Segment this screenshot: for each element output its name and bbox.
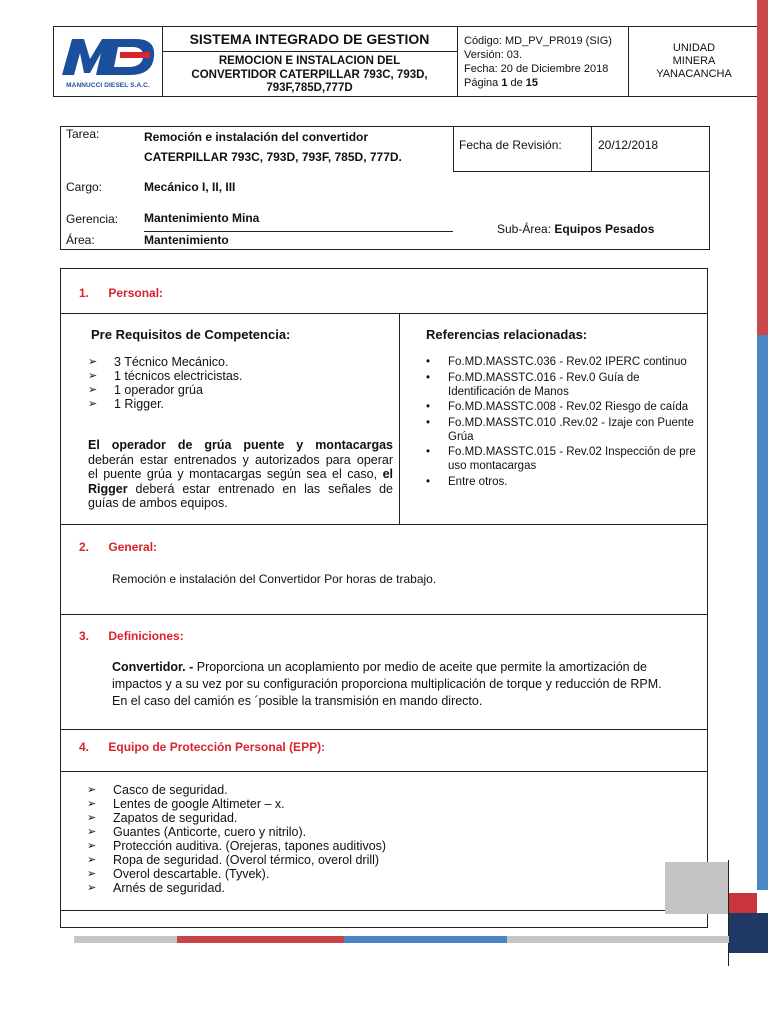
company-name: MANNUCCI DIESEL S.A.C. (66, 82, 150, 89)
decor-side-blue (757, 335, 768, 890)
general-text: Remoción e instalación del Convertidor Por horas de trabajo. (112, 572, 437, 586)
list-item: ➢ Lentes de google Altimeter – x. (87, 797, 647, 811)
paragraph-line: El operador de grúa puente y montacargas (88, 438, 393, 452)
section-number: 4. (79, 740, 90, 754)
document-date: Fecha: 20 de Diciembre 2018 (464, 63, 609, 75)
definition-line: impactos y a su vez por su configuración proporciona multiplicación de torque y reducción de RPM. (112, 677, 662, 691)
reference-line: • Fo.MD.MASSTC.016 - Rev.0 Guía de (448, 371, 640, 384)
subarea-value: Equipos Pesados (554, 222, 655, 236)
decor-thin-line (728, 860, 729, 966)
list-item: ➢ Guantes (Anticorte, cuero y nitrilo). (87, 825, 647, 839)
cargo-label: Cargo: (66, 180, 103, 194)
tarea-line: CATERPILLAR 793C, 793D, 793F, 785D, 777D. (144, 150, 402, 164)
list-item: ➢ Casco de seguridad. (87, 783, 647, 797)
gerencia-label: Gerencia: (66, 212, 119, 226)
decor-grey-square (665, 862, 729, 914)
tarea-line: Remoción e instalación del convertidor (144, 130, 369, 144)
reference-line: • Entre otros. (448, 475, 508, 488)
footer-bar-grey (74, 936, 177, 943)
document-title-line: CONVERTIDOR CATERPILLAR 793C, 793D, (191, 68, 428, 81)
paragraph-line: guías de ambos equipos. (88, 496, 228, 510)
reference-line: • Fo.MD.MASSTC.008 - Rev.02 Riesgo de caída (448, 401, 689, 413)
list-item: ➢ Overol descartable. (Tyvek). (87, 867, 647, 881)
list-item: ➢ Arnés de seguridad. (87, 881, 647, 895)
section-3-heading (79, 629, 184, 643)
paragraph-line: el puente grúa y montacargas según sea el caso, el (88, 467, 393, 481)
reference-line: Identificación de Manos (448, 385, 569, 398)
reference-item (424, 400, 704, 414)
section-2-heading (79, 540, 157, 554)
references-title: Referencias relacionadas: (426, 327, 588, 342)
section-title: Definiciones: (108, 629, 184, 643)
reference-item (424, 475, 704, 489)
reference-line: • Fo.MD.MASSTC.036 - Rev.02 IPERC continuo (448, 356, 687, 368)
subarea (497, 222, 654, 236)
document-code: Código: MD_PV_PR019 (SIG) (464, 35, 612, 47)
subarea-label: Sub-Área: (497, 222, 555, 236)
document-title-line: 793F,785D,777D (266, 82, 353, 94)
document-meta (464, 34, 612, 90)
prereq-title: Pre Requisitos de Competencia: (91, 327, 291, 342)
definition-line: En el caso del camión es ´posible la transmisión en mando directo. (112, 694, 483, 708)
tarea-label: Tarea: (66, 127, 100, 141)
prereq-list (88, 355, 388, 411)
document-version: Versión: 03. (464, 49, 523, 61)
footer-bar-red (177, 936, 344, 943)
definition-text (112, 659, 702, 710)
fecha-revision-label: Fecha de Revisión: (459, 138, 562, 152)
list-item: ➢ Protección auditiva. (Orejeras, tapones auditivos) (87, 839, 647, 853)
reference-line: • Fo.MD.MASSTC.015 - Rev.02 Inspección de pre (448, 446, 696, 458)
list-item: ➢ 1 operador grúa (88, 383, 388, 397)
mining-unit (628, 42, 760, 81)
document-header (53, 26, 759, 97)
list-item: ➢ 1 técnicos electricistas. (88, 369, 388, 383)
page-indicator: Página 1 de 15 (464, 77, 539, 89)
list-item: ➢ 1 Rigger. (88, 397, 388, 411)
task-info-table (60, 126, 710, 250)
operator-paragraph (88, 438, 393, 511)
section-title: Personal: (108, 286, 164, 300)
area-value: Mantenimiento (144, 233, 229, 247)
document-title (162, 55, 457, 96)
section-number: 3. (79, 629, 90, 643)
section-1-heading (79, 286, 163, 300)
unit-line: UNIDAD (672, 42, 716, 54)
company-logo (58, 33, 158, 91)
area-label: Área: (66, 233, 95, 247)
fecha-revision-value: 20/12/2018 (598, 138, 659, 152)
unit-line: YANACANCHA (656, 68, 732, 80)
reference-item (424, 371, 704, 399)
paragraph-line: deberán estar entrenados y autorizados para operar (88, 452, 393, 467)
procedure-content-box (60, 268, 708, 928)
definition-line: Convertidor. - Proporciona un acoplamiento por medio de aceite que permite la amortización de (112, 660, 647, 674)
md-logo-icon (58, 33, 158, 79)
reference-item (424, 416, 704, 444)
document-title-line: REMOCION E INSTALACION DEL (218, 55, 401, 67)
reference-line: • Fo.MD.MASSTC.010 .Rev.02 - Izaje con Puente (448, 416, 694, 429)
footer-bar-blue (344, 936, 507, 943)
definition-term: Convertidor. - (112, 660, 197, 674)
references-list (424, 355, 704, 490)
decor-navy-block (729, 913, 768, 953)
section-4-heading (79, 740, 325, 754)
decor-red-block (729, 893, 757, 913)
unit-line: MINERA (672, 55, 716, 67)
system-title: SISTEMA INTEGRADO DE GESTION (189, 31, 430, 47)
epp-list (87, 783, 647, 895)
gerencia-value: Mantenimiento Mina (144, 211, 260, 225)
section-title: General: (108, 540, 158, 554)
section-title: Equipo de Protección Personal (EPP): (108, 740, 326, 754)
reference-item (424, 445, 704, 473)
list-item: ➢ Zapatos de seguridad. (87, 811, 647, 825)
reference-line: Grúa (448, 430, 474, 443)
decor-side-red (757, 0, 768, 335)
cargo-value: Mecánico I, II, III (144, 180, 236, 194)
list-item: ➢ Ropa de seguridad. (Overol térmico, overol drill) (87, 853, 647, 867)
paragraph-line: Rigger deberá estar entrenado en las señales de (88, 481, 393, 496)
section-number: 1. (79, 286, 90, 300)
reference-line: uso montacargas (448, 460, 537, 472)
section-number: 2. (79, 540, 90, 554)
footer-bar-grey-2 (507, 936, 729, 943)
list-item: ➢ 3 Técnico Mecánico. (88, 355, 388, 369)
reference-item (424, 355, 704, 369)
tarea-value (144, 127, 402, 167)
